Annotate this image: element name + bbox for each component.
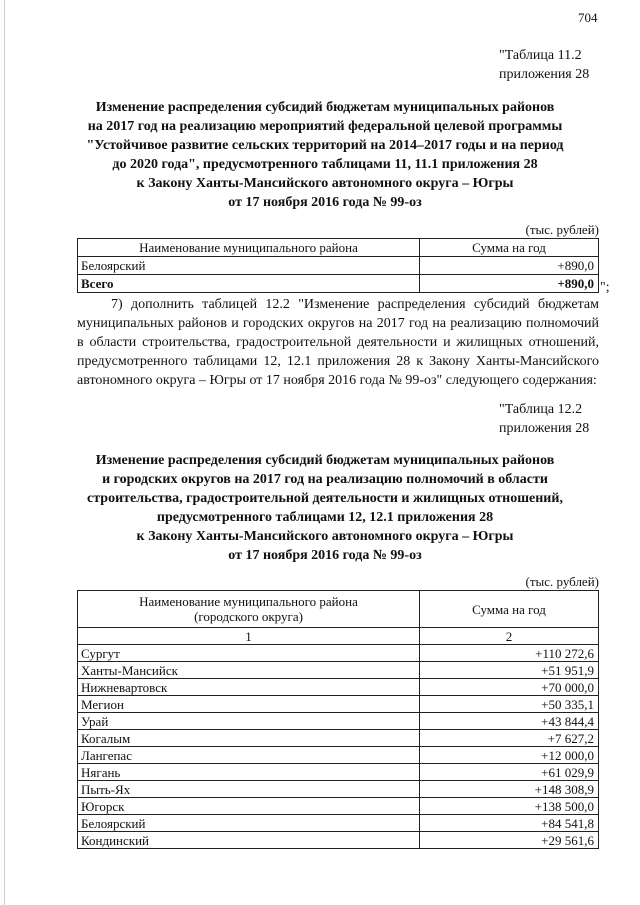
row-sum: +70 000,0 (420, 679, 599, 696)
row-name: Нягань (78, 764, 420, 781)
table-header-row (78, 239, 599, 257)
table-row (78, 679, 599, 696)
title2-line: и городских округов на 2017 год на реализацию полномочий в области (102, 472, 548, 487)
total-name: Всего (78, 275, 420, 293)
title1-line: к Закону Ханты-Мансийского автономного округа – Югры (136, 176, 514, 191)
row-sum: +29 561,6 (420, 832, 599, 849)
row-sum: +110 272,6 (420, 645, 599, 662)
row-name: Мегион (78, 696, 420, 713)
table-row (78, 832, 599, 849)
table1 (77, 238, 599, 293)
title1-line: Изменение распределения субсидий бюджетам муниципальных районов (95, 100, 555, 115)
title1-line: на 2017 год на реализацию мероприятий федеральной целевой программы (87, 119, 563, 134)
row-name: Когалым (78, 730, 420, 747)
title2-line: строительства, градостроительной деятельности и жилищных отношений, (87, 491, 563, 506)
title1-line: до 2020 года", предусмотренного таблицами 11, 11.1 приложения 28 (112, 157, 538, 172)
row-name: Белоярский (78, 257, 420, 275)
header-sum: Сумма на год (420, 239, 599, 257)
table-header-row (78, 591, 599, 628)
row-name: Кондинский (78, 832, 420, 849)
table1-title (60, 98, 590, 212)
row-sum: +148 308,9 (420, 781, 599, 798)
table-row (78, 696, 599, 713)
row-name: Нижневартовск (78, 679, 420, 696)
header-name-line2: (городского округа) (194, 609, 303, 624)
row-name: Югорск (78, 798, 420, 815)
header-sum: Сумма на год (420, 591, 599, 628)
table-row (78, 747, 599, 764)
table-row (78, 645, 599, 662)
page-number: 704 (578, 10, 598, 25)
row-name: Лангепас (78, 747, 420, 764)
table-total-row (78, 275, 599, 293)
row-sum: +138 500,0 (420, 798, 599, 815)
title2-line: к Закону Ханты-Мансийского автономного округа – Югры (136, 529, 514, 544)
table-reference-2 (499, 400, 589, 438)
ref1-line1: "Таблица 11.2 (499, 48, 582, 63)
table-row (78, 815, 599, 832)
table-row (78, 713, 599, 730)
title1-line: "Устойчивое развитие сельских территорий на 2014–2017 годы и на период (86, 138, 564, 153)
row-name: Урай (78, 713, 420, 730)
table2-units: (тыс. рублей) (525, 574, 599, 589)
title2-line: Изменение распределения субсидий бюджетам муниципальных районов (95, 453, 555, 468)
row-sum: +84 541,8 (420, 815, 599, 832)
table-row (78, 730, 599, 747)
header-name: Наименование муниципального района (78, 239, 420, 257)
row-sum: +12 000,0 (420, 747, 599, 764)
header-name (78, 591, 420, 628)
table-row (78, 662, 599, 679)
ref2-line2: приложения 28 (499, 421, 590, 436)
column-number-2: 2 (420, 628, 599, 645)
table2-title (60, 451, 590, 565)
row-sum: +43 844,4 (420, 713, 599, 730)
title1-line: от 17 ноября 2016 года № 99-оз (228, 195, 422, 210)
title2-line: предусмотренного таблицами 12, 12.1 приложения 28 (156, 510, 494, 525)
row-sum: +7 627,2 (420, 730, 599, 747)
row-sum: +50 335,1 (420, 696, 599, 713)
column-number-row (78, 628, 599, 645)
table2 (77, 590, 599, 849)
total-sum: +890,0 (420, 275, 599, 293)
row-sum: +890,0 (420, 257, 599, 275)
title2-line: от 17 ноября 2016 года № 99-оз (228, 548, 422, 563)
row-name: Ханты-Мансийск (78, 662, 420, 679)
header-name-line1: Наименование муниципального района (139, 594, 358, 609)
ref1-line2: приложения 28 (499, 67, 590, 82)
row-name: Белоярский (78, 815, 420, 832)
table1-closing-quote: "; (600, 280, 610, 295)
table-row (78, 798, 599, 815)
row-name: Пыть-Ях (78, 781, 420, 798)
row-sum: +61 029,9 (420, 764, 599, 781)
table1-units: (тыс. рублей) (525, 222, 599, 237)
ref2-line1: "Таблица 12.2 (499, 402, 583, 417)
table-reference-1 (499, 46, 589, 84)
table-row (78, 781, 599, 798)
row-sum: +51 951,9 (420, 662, 599, 679)
table-row (78, 257, 599, 275)
scan-edge-line (4, 0, 5, 905)
column-number-1: 1 (78, 628, 420, 645)
row-name: Сургут (78, 645, 420, 662)
table-row (78, 764, 599, 781)
amendment-paragraph: 7) дополнить таблицей 12.2 "Изменение распределения субсидий бюджетам муниципальных районов и городских округов на 2017 год на реализацию полномочий в области строительства, градостроительной деятельности и жилищных отношений, предусмотренного таблицами 12, 12.1 приложения 28 к Закону Ханты-Мансийского автономного округа – Югры от 17 ноября 2016 года № 99-оз" следующего содержания: (77, 297, 599, 388)
